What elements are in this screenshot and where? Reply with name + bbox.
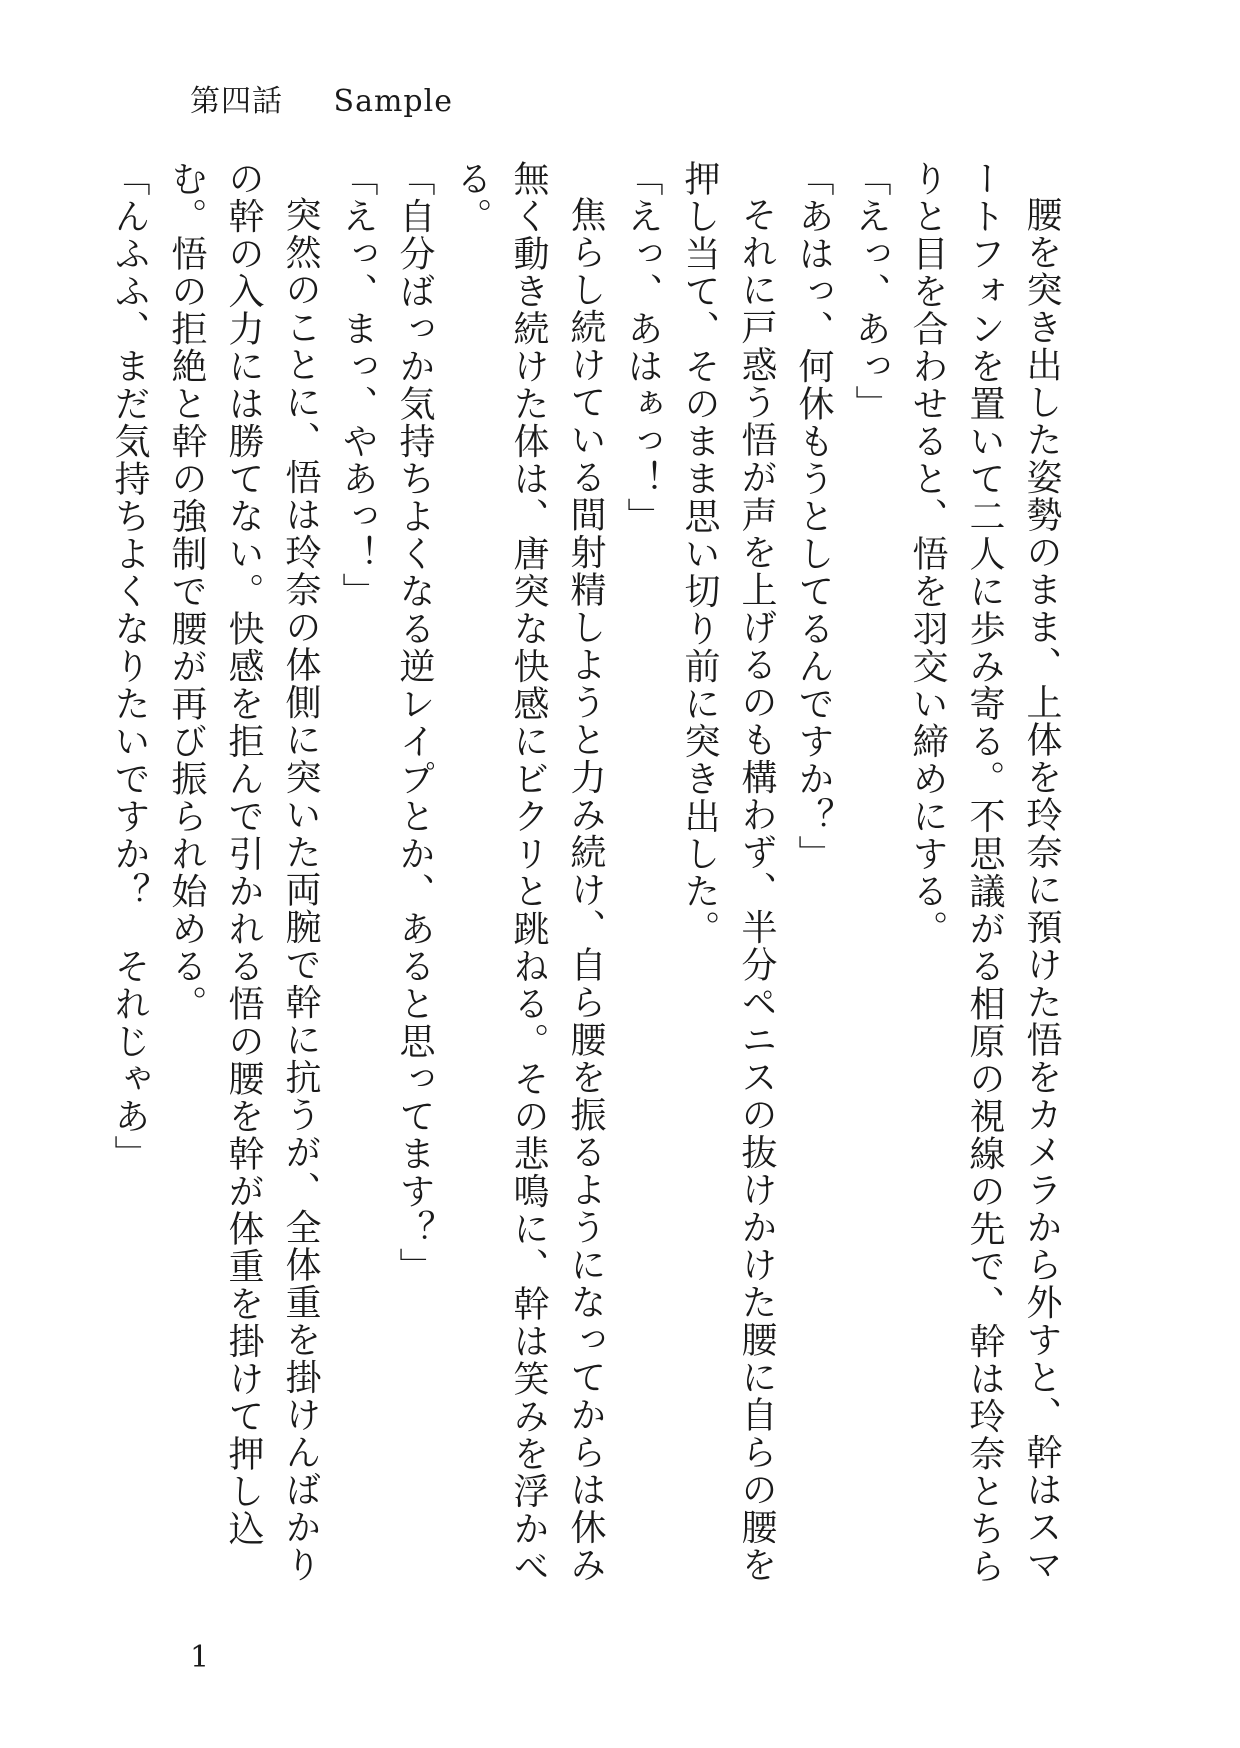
paragraph: 「あはっ、何休もうとしてるんですか？」 bbox=[793, 160, 834, 873]
paragraph: それに戸惑う悟が声を上げるのも構わず、半分ペニスの抜けかけた腰に自らの腰を押し当て、そのまま思い切り前に突き出した。 bbox=[679, 160, 777, 1584]
paragraph: 突然のことに、悟は玲奈の体側に突いた両腕で幹に抗うが、全体重を掛けんばかりの幹の入力には勝てない。快感を拒んで引かれる悟の腰を幹が体重を掛けて押し込む。悟の拒絶と幹の強制で腰が再び振られ始める。 bbox=[166, 160, 321, 1584]
running-header bbox=[190, 76, 453, 120]
paragraph: 「えっ、まっ、やあっ！」 bbox=[337, 160, 378, 610]
paragraph: 「えっ、あはぁっ！」 bbox=[622, 160, 663, 535]
paragraph: 「えっ、あっ」 bbox=[850, 160, 891, 423]
chapter-title: Sample bbox=[333, 84, 453, 119]
paragraph: 「自分ばっか気持ちよくなる逆レイプとか、あると思ってます？」 bbox=[394, 160, 435, 1285]
paragraph: 「んふふ、まだ気持ちよくなりたいですか？ それじゃあ」 bbox=[109, 160, 150, 1173]
paragraph: 腰を突き出した姿勢のまま、上体を玲奈に預けた悟をカメラから外すと、幹はスマートフォンを置いて二人に歩み寄る。不思議がる相原の視線の先で、幹は玲奈とちらりと目を合わせると、悟を羽交い締めにする。 bbox=[907, 160, 1062, 1585]
page-number: 1 bbox=[190, 1640, 210, 1675]
vertical-body-text bbox=[109, 160, 1070, 1620]
chapter-label: 第四話 bbox=[190, 84, 283, 119]
paragraph: 焦らし続けている間射精しようと力み続け、自ら腰を振るようになってからは休み無く動き続けた体は、唐突な快感にビクリと跳ねる。その悲鳴に、幹は笑みを浮かべる。 bbox=[451, 160, 606, 1585]
